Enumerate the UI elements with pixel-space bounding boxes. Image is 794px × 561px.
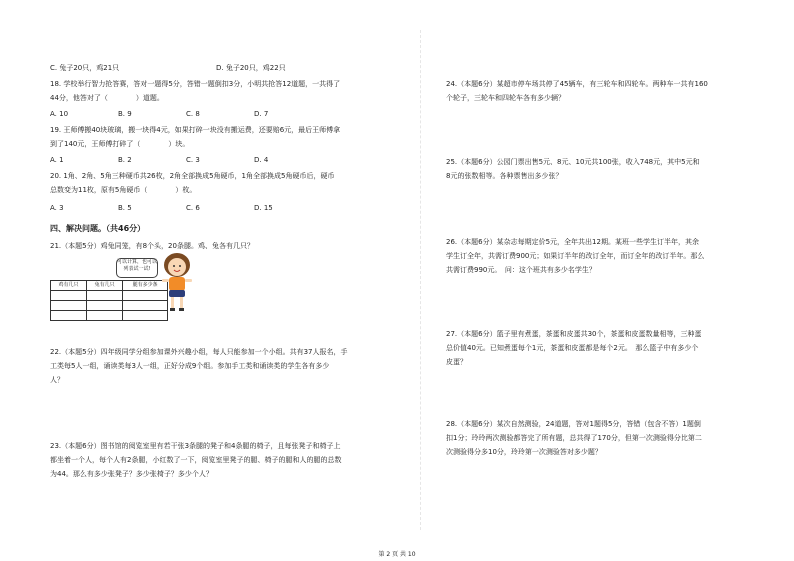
q24-line2: 个轮子，三轮车和四轮车各有多少辆？ <box>446 94 565 102</box>
q22-line2: 工类每5人一组，诵读类每3人一组，正好分成9个组。参加手工类和诵读类的学生各有多少 <box>50 362 330 370</box>
q18-option-a: A. 10 <box>50 110 69 118</box>
q25-line1: 25.（本题6分）公园门票出售5元、8元、10元共100张，收入748元，其中5元和 <box>446 158 700 166</box>
bubble-line1: 可以计算，也可以 <box>117 259 158 265</box>
option-d-top: D. 兔子20只，鸡22只 <box>216 64 286 72</box>
section-heading: 四、解决问题。（共46分） <box>50 224 146 233</box>
bubble-line2: 列表试一试! <box>123 266 151 272</box>
q18-option-b: B. 9 <box>118 110 132 118</box>
q27-line3: 皮蛋？ <box>446 358 467 366</box>
q19-option-c: C. 3 <box>186 156 200 164</box>
q19-option-b: B. 2 <box>118 156 132 164</box>
option-c-top: C. 兔子20只，鸡21只 <box>50 64 120 72</box>
q19-option-a: A. 1 <box>50 156 64 164</box>
q25-line2: 8元的张数相等。各种票售出多少张？ <box>446 172 563 180</box>
q26-line2: 学生订全年，共需订费900元；如果订半年的改订全年，而订全年的改订半年。那么 <box>446 252 705 260</box>
q27-line2: 总价值40元。已知煮蛋每个1元，茶蛋和皮蛋都是每个2元。 那么篮子中有多少个 <box>446 344 699 352</box>
q20-option-d: D. 15 <box>254 204 273 212</box>
q19-option-d: D. 4 <box>254 156 269 164</box>
q20-option-a: A. 3 <box>50 204 64 212</box>
q22-line1: 22.（本题5分）四年级同学分组参加课外兴趣小组，每人只能参加一个小组。共有37人报名，手 <box>50 348 348 356</box>
table-header-chicken: 鸡有几只 <box>51 281 87 291</box>
speech-bubble <box>116 258 158 278</box>
q18-option-d: D. 7 <box>254 110 269 118</box>
q19-line1: 19. 王师傅搬40块玻璃，搬一块得4元，如果打碎一块没有搬运费，还要赔6元，最后王师傅拿 <box>50 126 341 134</box>
q23-line2: 都坐着一个人，每个人有2条腿，小红数了一下，阅览室里凳子的腿、椅子的腿和人的腿的总数 <box>50 456 342 464</box>
q26-line1: 26.（本题6分）某杂志每期定价5元，全年共出12期。某班一些学生订半年，其余 <box>446 238 699 246</box>
q18-line2: 44分，他答对了（ ）道题。 <box>50 94 164 102</box>
table-header-rabbit: 兔有几只 <box>87 281 123 291</box>
q20-line1: 20. 1角、2角、5角三种硬币共26枚，2角全部换成5角硬币，1角全部换成5角硬币后，硬币 <box>50 172 335 180</box>
q22-line3: 人？ <box>50 376 64 384</box>
q18-line1: 18. 学校举行智力抢答赛，答对一题得5分，答错一题倒扣3分，小明共抢答12道题，一共得了 <box>50 80 341 88</box>
girl-cartoon-icon <box>158 252 196 314</box>
q21-text: 21.（本题5分）鸡兔同笼，有8个头，20条腿。鸡、兔各有几只？ <box>50 242 254 250</box>
page-footer: 第 2 页 共 10 <box>378 551 416 558</box>
q20-option-b: B. 5 <box>118 204 132 212</box>
q27-line1: 27.（本题6分）篮子里有煮蛋，茶蛋和皮蛋共30个，茶蛋和皮蛋数量相等，三种蛋 <box>446 330 702 338</box>
table-header-legs: 腿有多少条 <box>123 281 168 291</box>
table-row <box>51 301 168 311</box>
q28-line1: 28.（本题6分）某次自然测验，24道题，答对1题得5分，答错（包含不答）1题倒 <box>446 420 701 428</box>
table-row <box>51 291 168 301</box>
q28-line2: 扣1分；玲玲两次测验都答完了所有题，总共得了170分，但第一次测验得分比第二 <box>446 434 702 442</box>
q20-option-c: C. 6 <box>186 204 200 212</box>
answer-table <box>50 280 168 321</box>
q24-line1: 24.（本题6分）某超市停车场共停了45辆车，有三轮车和四轮车。两种车一共有160 <box>446 80 708 88</box>
table-row <box>51 311 168 321</box>
column-divider <box>420 30 421 530</box>
q26-line3: 共需订费990元。 问：这个班共有多少名学生？ <box>446 266 596 274</box>
q28-line3: 次测验得分多10分，玲玲第一次测验答对多少题？ <box>446 448 602 456</box>
q23-line3: 为44。那么有多少张凳子？多少张椅子？多少个人？ <box>50 470 213 478</box>
q20-line2: 总数变为11枚，原有5角硬币（ ）枚。 <box>50 186 197 194</box>
q19-line2: 到了140元，王师傅打碎了（ ）块。 <box>50 140 190 148</box>
q18-option-c: C. 8 <box>186 110 200 118</box>
q23-line1: 23.（本题6分）图书馆的阅览室里有若干张3条腿的凳子和4条腿的椅子，且每张凳子和椅子上 <box>50 442 341 450</box>
